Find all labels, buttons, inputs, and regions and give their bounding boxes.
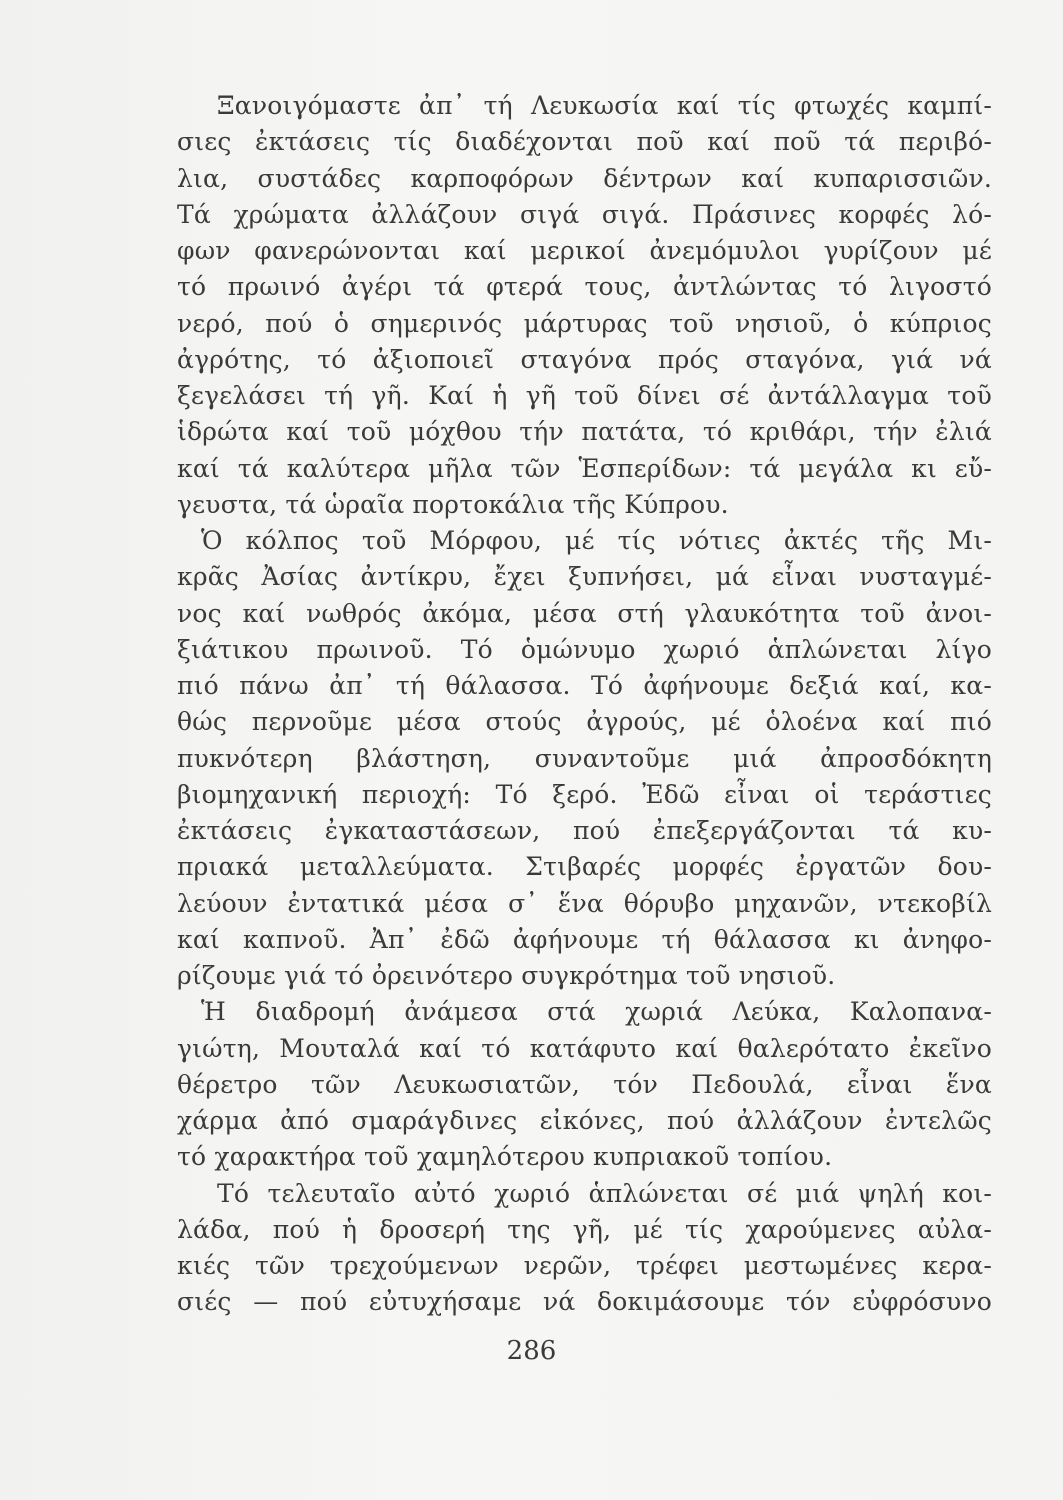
text-line: Ἡ διαδρομή ἀνάμεσα στά χωριά Λεύκα, Καλοπανα- (201, 997, 992, 1027)
text-line: θέρετρο τῶν Λευκωσιατῶν, τόν Πεδουλά, εἶναι ἕνα (177, 1069, 992, 1099)
text-line: Ὁ κόλπος τοῦ Μόρφου, μέ τίς νότιες ἀκτές τῆς Μι- (201, 526, 992, 555)
text-line: ξιάτικου πρωινοῦ. Τό ὁμώνυμο χωριό ἁπλώνεται λίγο (177, 634, 992, 664)
body-text (177, 88, 992, 1321)
text-line: χάρμα ἀπό σμαράγδινες εἰκόνες, πού ἀλλάζουν ἐντελῶς (177, 1106, 992, 1135)
text-line: λάδα, πού ἡ δροσερή της γῆ, μέ τίς χαρούμενες αὐλα- (177, 1214, 992, 1244)
text-line: τό πρωινό ἀγέρι τά φτερά τους, ἀντλώντας τό λιγοστό (177, 272, 992, 302)
page-number: 286 (506, 1336, 557, 1366)
text-line: νος καί νωθρός ἀκόμα, μέσα στή γλαυκότητα τοῦ ἀνοι- (177, 598, 992, 628)
text-line: Ξανοιγόμαστε ἀπ᾿ τή Λευκωσία καί τίς φτωχές καμπί- (217, 91, 992, 120)
text-line: γευστα, τά ὡραῖα πορτοκάλια τῆς Κύπρου. (177, 489, 729, 519)
text-line: νερό, πού ὁ σημερινός μάρτυρας τοῦ νησιοῦ, ὁ κύπριος (177, 308, 992, 338)
text-line: ξεγελάσει τή γῆ. Καί ἡ γῆ τοῦ δίνει σέ ἀντάλλαγμα τοῦ (177, 381, 992, 410)
text-line: τό χαρακτήρα τοῦ χαμηλότερου κυπριακοῦ τοπίου. (177, 1142, 833, 1172)
text-line: σιές — πού εὐτυχήσαμε νά δοκιμάσουμε τόν εὐφρόσυνο (177, 1287, 992, 1317)
text-line: ἱδρώτα καί τοῦ μόχθου τήν πατάτα, τό κριθάρι, τήν ἐλιά (177, 417, 992, 447)
text-line: καί καπνοῦ. Ἀπ᾿ ἐδῶ ἀφήνουμε τή θάλασσα κι ἀνηφο- (177, 924, 992, 954)
text-line: σιες ἐκτάσεις τίς διαδέχονται ποῦ καί ποῦ τά περιβό- (177, 127, 992, 157)
text-line: Τά χρώματα ἀλλάζουν σιγά σιγά. Πράσινες κορφές λό- (177, 199, 992, 229)
text-line: πριακά μεταλλεύματα. Στιβαρές μορφές ἐργατῶν δου- (177, 852, 992, 882)
text-line: κιές τῶν τρεχούμενων νερῶν, τρέφει μεστωμένες κερα- (177, 1251, 992, 1280)
text-line: γιώτη, Μουταλά καί τό κατάφυτο καί θαλερότατο ἐκεῖνο (177, 1033, 992, 1063)
text-line: βιομηχανική περιοχή: Τό ξερό. Ἐδῶ εἶναι οἱ τεράστιες (177, 779, 992, 809)
text-line: ἀγρότης, τό ἀξιοποιεῖ σταγόνα πρός σταγόνα, γιά νά (177, 344, 992, 374)
text-line: καί τά καλύτερα μῆλα τῶν Ἑσπερίδων: τά μεγάλα κι εὔ- (177, 453, 992, 483)
text-line: πυκνότερη βλάστηση, συναντοῦμε μιά ἀπροσδόκητη (177, 743, 992, 773)
text-line: φων φανερώνονται καί μερικοί ἀνεμόμυλοι γυρίζουν μέ (177, 236, 992, 265)
text-line: πιό πάνω ἀπ᾿ τή θάλασσα. Τό ἀφήνουμε δεξιά καί, κα- (177, 671, 992, 700)
text-line: λια, συστάδες καρποφόρων δέντρων καί κυπαρισσιῶν. (177, 163, 992, 193)
text-line: κρᾶς Ἀσίας ἀντίκρυ, ἔχει ξυπνήσει, μά εἶναι νυσταγμέ- (177, 562, 992, 592)
text-line: θώς περνοῦμε μέσα στούς ἀγρούς, μέ ὁλοένα καί πιό (177, 707, 992, 737)
text-line: Τό τελευταῖο αὐτό χωριό ἁπλώνεται σέ μιά ψηλή κοι- (217, 1178, 992, 1208)
text-line: ρίζουμε γιά τό ὀρεινότερο συγκρότημα τοῦ νησιοῦ. (177, 961, 836, 990)
text-line: ἐκτάσεις ἐγκαταστάσεων, πού ἐπεξεργάζονται τά κυ- (177, 816, 992, 845)
text-line: λεύουν ἐντατικά μέσα σ᾿ ἕνα θόρυβο μηχανῶν, ντεκοβίλ (177, 888, 992, 918)
